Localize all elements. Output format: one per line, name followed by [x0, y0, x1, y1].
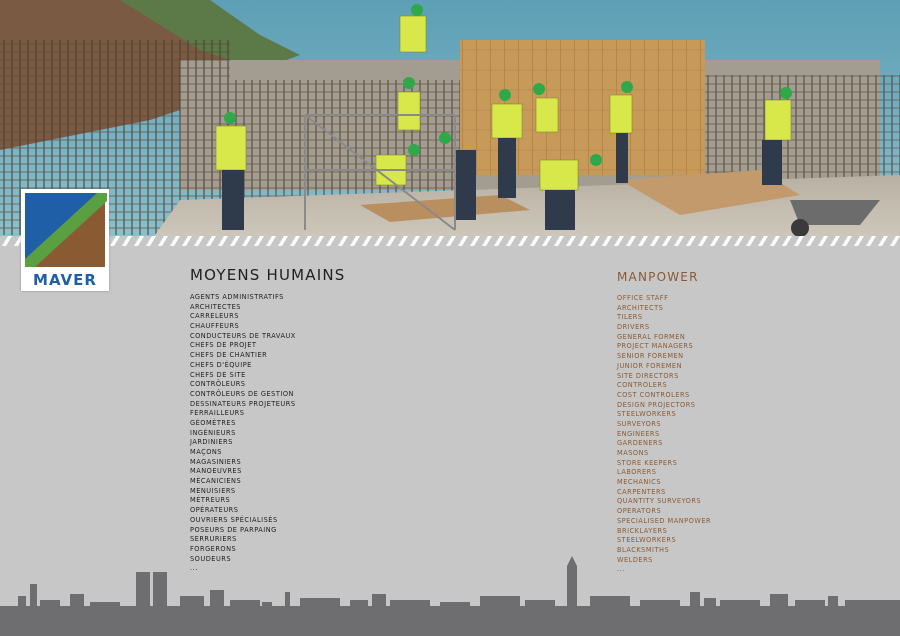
- english-item: DRIVERS: [617, 323, 650, 332]
- french-item: JARDINIERS: [190, 438, 233, 447]
- english-item: SURVEYORS: [617, 419, 662, 428]
- french-item: MAGASINIERS: [190, 457, 242, 466]
- french-item: MENUISIERS: [190, 486, 236, 495]
- french-item: MAÇONS: [190, 448, 222, 456]
- french-item: CHEFS DE PROJET: [190, 341, 257, 350]
- english-item: BLACKSMITHS: [617, 545, 670, 554]
- english-item: SPECIALISED MANPOWER: [617, 516, 712, 525]
- french-item: INGÉNIEURS: [190, 428, 236, 437]
- french-item: DESSINATEURS PROJETEURS: [190, 399, 296, 408]
- french-item: CHEFS DE CHANTIER: [190, 351, 268, 360]
- french-column: [190, 266, 346, 574]
- french-item: SOUDEURS: [190, 554, 232, 563]
- french-item: AGENTS ADMINISTRATIFS: [190, 293, 284, 301]
- english-heading: MANPOWER: [617, 270, 699, 284]
- english-item: ENGINEERS: [617, 429, 660, 438]
- french-item: MÉTREURS: [190, 496, 231, 505]
- french-item: GÉOMÈTRES: [190, 418, 236, 427]
- french-item: OUVRIERS SPÉCIALISÉS: [190, 515, 278, 524]
- french-item: FORGERONS: [190, 544, 237, 553]
- english-item: MASONS: [617, 449, 649, 457]
- english-item: WELDERS: [617, 555, 653, 564]
- french-item: MÉCANICIENS: [190, 477, 242, 486]
- english-item: GARDENERS: [617, 439, 663, 448]
- french-item: CHEFS DE SITE: [190, 370, 246, 379]
- english-column: [617, 266, 711, 575]
- english-item: SENIOR FOREMEN: [617, 352, 684, 361]
- french-item: CONDUCTEURS DE TRAVAUX: [190, 331, 296, 340]
- french-heading: MOYENS HUMAINS: [190, 266, 346, 284]
- english-list: [617, 294, 711, 575]
- english-item: CARPENTERS: [617, 487, 666, 496]
- french-item: ...: [190, 564, 198, 573]
- french-item: CONTRÔLEURS DE GESTION: [190, 389, 294, 398]
- english-item: STORE KEEPERS: [617, 458, 678, 467]
- french-item: CONTRÔLEURS: [190, 380, 246, 389]
- english-item: STEELWORKERS: [617, 536, 677, 545]
- construction-site-photo: [0, 0, 900, 242]
- english-item: STEELWORKERS: [617, 410, 677, 419]
- english-item: DESIGN PROJECTORS: [617, 400, 696, 409]
- english-item: GENERAL FORMEN: [617, 332, 686, 341]
- maver-logo: [21, 189, 109, 291]
- english-item: COST CONTROLERS: [617, 390, 690, 399]
- french-item: CARRELEURS: [190, 312, 239, 321]
- maver-logo-mark: [21, 189, 109, 271]
- dashed-separator: [0, 236, 900, 246]
- english-item: PROJECT MANAGERS: [617, 342, 694, 351]
- city-skyline: [0, 556, 900, 636]
- english-item: OFFICE STAFF: [617, 294, 669, 302]
- french-item: MANOEUVRES: [190, 467, 242, 476]
- french-item: CHEFS D'ÉQUIPE: [190, 360, 252, 369]
- english-item: JUNIOR FOREMEN: [617, 361, 683, 370]
- french-item: ARCHITECTES: [190, 302, 241, 311]
- french-item: POSEURS DE PARPAING: [190, 525, 277, 534]
- english-item: QUANTITY SURVEYORS: [617, 497, 702, 506]
- french-item: CHAUFFEURS: [190, 322, 240, 331]
- english-item: CONTROLERS: [617, 381, 668, 390]
- logo-wordmark: MAVER: [33, 271, 97, 289]
- french-item: FERRAILLEURS: [190, 409, 245, 418]
- english-item: BRICKLAYERS: [617, 526, 668, 535]
- english-item: LABORERS: [617, 468, 657, 477]
- french-item: SERRURIERS: [190, 535, 237, 544]
- english-item: TILERS: [617, 313, 643, 322]
- english-item: OPERATORS: [617, 507, 662, 516]
- english-item: MECHANICS: [617, 478, 662, 487]
- english-item: ...: [617, 565, 625, 574]
- french-item: OPÉRATEURS: [190, 506, 239, 515]
- english-item: SITE DIRECTORS: [617, 371, 679, 380]
- french-list: [190, 293, 346, 574]
- english-item: ARCHITECTS: [617, 303, 664, 312]
